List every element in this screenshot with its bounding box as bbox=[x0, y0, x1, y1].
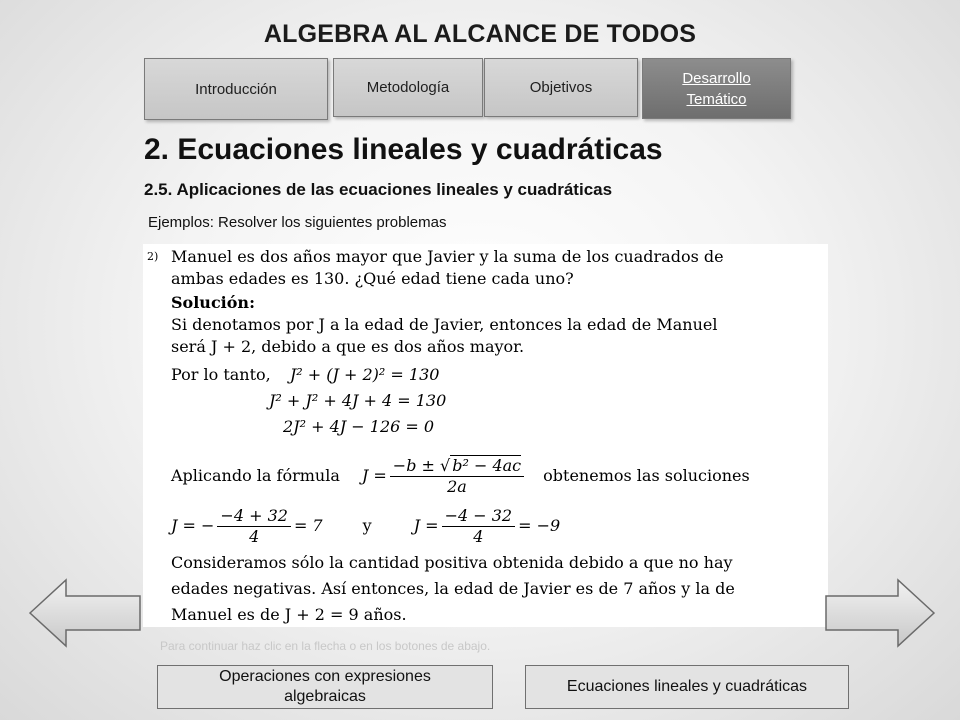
tab-desarrollo-label-1: Desarrollo bbox=[682, 69, 751, 87]
solution-1-rhs: = 7 bbox=[293, 516, 323, 535]
solution-2-num: −4 − 32 bbox=[442, 506, 516, 527]
conclusion-2: edades negativas. Así entonces, la edad de Javier es de 7 años y la de bbox=[171, 579, 735, 598]
tab-metodologia[interactable] bbox=[333, 58, 483, 117]
problem-statement-2: ambas edades es 130. ¿Qué edad tiene cada uno? bbox=[171, 269, 574, 288]
tab-objetivos-label: Objetivos bbox=[529, 79, 593, 96]
tab-metodologia-label: Metodología bbox=[366, 79, 450, 96]
next-topic-label: Ecuaciones lineales y cuadráticas bbox=[566, 678, 808, 695]
obtenemos-label: obtenemos las soluciones bbox=[543, 466, 750, 485]
tab-desarrollo-label-2: Temático bbox=[686, 90, 747, 108]
problem-number: 2) bbox=[147, 250, 159, 263]
formula-lhs: J = bbox=[361, 466, 387, 485]
formula-sqrt: b² − 4ac bbox=[452, 455, 522, 475]
tab-desarrollo-tematico[interactable] bbox=[642, 58, 791, 119]
section-title: 2. Ecuaciones lineales y cuadráticas bbox=[144, 133, 663, 166]
aplicando-label: Aplicando la fórmula bbox=[171, 466, 340, 485]
subsection-title: 2.5. Aplicaciones de las ecuaciones lineales y cuadráticas bbox=[144, 180, 613, 199]
tab-objetivos[interactable] bbox=[484, 58, 638, 117]
formula-num-prefix: −b ± bbox=[392, 455, 435, 475]
sqrt-symbol: √ bbox=[440, 455, 451, 475]
next-topic-button[interactable] bbox=[525, 665, 849, 709]
prev-topic-label-1: Operaciones con expresiones bbox=[219, 668, 431, 685]
equation-2: J² + J² + 4J + 4 = 130 bbox=[269, 391, 447, 410]
solution-2-rhs: = −9 bbox=[518, 516, 561, 535]
solution-text-2: será J + 2, debido a que es dos años mayor. bbox=[171, 337, 525, 356]
formula-den: 2a bbox=[447, 476, 467, 496]
solution-2-lhs: J = bbox=[413, 516, 439, 535]
problem-statement-1: Manuel es dos años mayor que Javier y la suma de los cuadrados de bbox=[171, 247, 724, 266]
solution-label: Solución: bbox=[171, 293, 255, 312]
tab-introduccion-label: Introducción bbox=[195, 80, 277, 98]
solution-1-den: 4 bbox=[249, 526, 260, 546]
arrow-right-icon[interactable] bbox=[824, 578, 936, 648]
app-title: ALGEBRA AL ALCANCE DE TODOS bbox=[263, 20, 697, 48]
continue-hint: Para continuar haz clic en la flecha o en los botones de abajo. bbox=[160, 639, 491, 653]
arrow-left-icon[interactable] bbox=[28, 578, 144, 648]
problem-image bbox=[143, 244, 828, 627]
solution-2-den: 4 bbox=[473, 526, 484, 546]
solution-text-1: Si denotamos por J a la edad de Javier, entonces la edad de Manuel bbox=[171, 315, 718, 334]
equation-1: J² + (J + 2)² = 130 bbox=[289, 365, 440, 384]
equation-3: 2J² + 4J − 126 = 0 bbox=[283, 417, 435, 436]
por-lo-tanto: Por lo tanto, bbox=[171, 365, 271, 384]
conclusion-1: Consideramos sólo la cantidad positiva obtenida debido a que no hay bbox=[171, 553, 733, 572]
prev-topic-button[interactable] bbox=[157, 665, 493, 709]
y-word: y bbox=[362, 516, 372, 535]
solution-1-fraction bbox=[217, 506, 291, 547]
examples-label: Ejemplos: Resolver los siguientes problemas bbox=[148, 214, 447, 231]
solution-2-fraction bbox=[442, 506, 516, 547]
conclusion-3: Manuel es de J + 2 = 9 años. bbox=[171, 605, 407, 624]
prev-topic-label-2: algebraicas bbox=[284, 688, 366, 705]
tab-introduccion[interactable] bbox=[144, 58, 328, 120]
solution-1-lhs: J = − bbox=[171, 516, 215, 535]
quadratic-formula bbox=[390, 456, 524, 497]
solution-1-num: −4 + 32 bbox=[217, 506, 291, 527]
